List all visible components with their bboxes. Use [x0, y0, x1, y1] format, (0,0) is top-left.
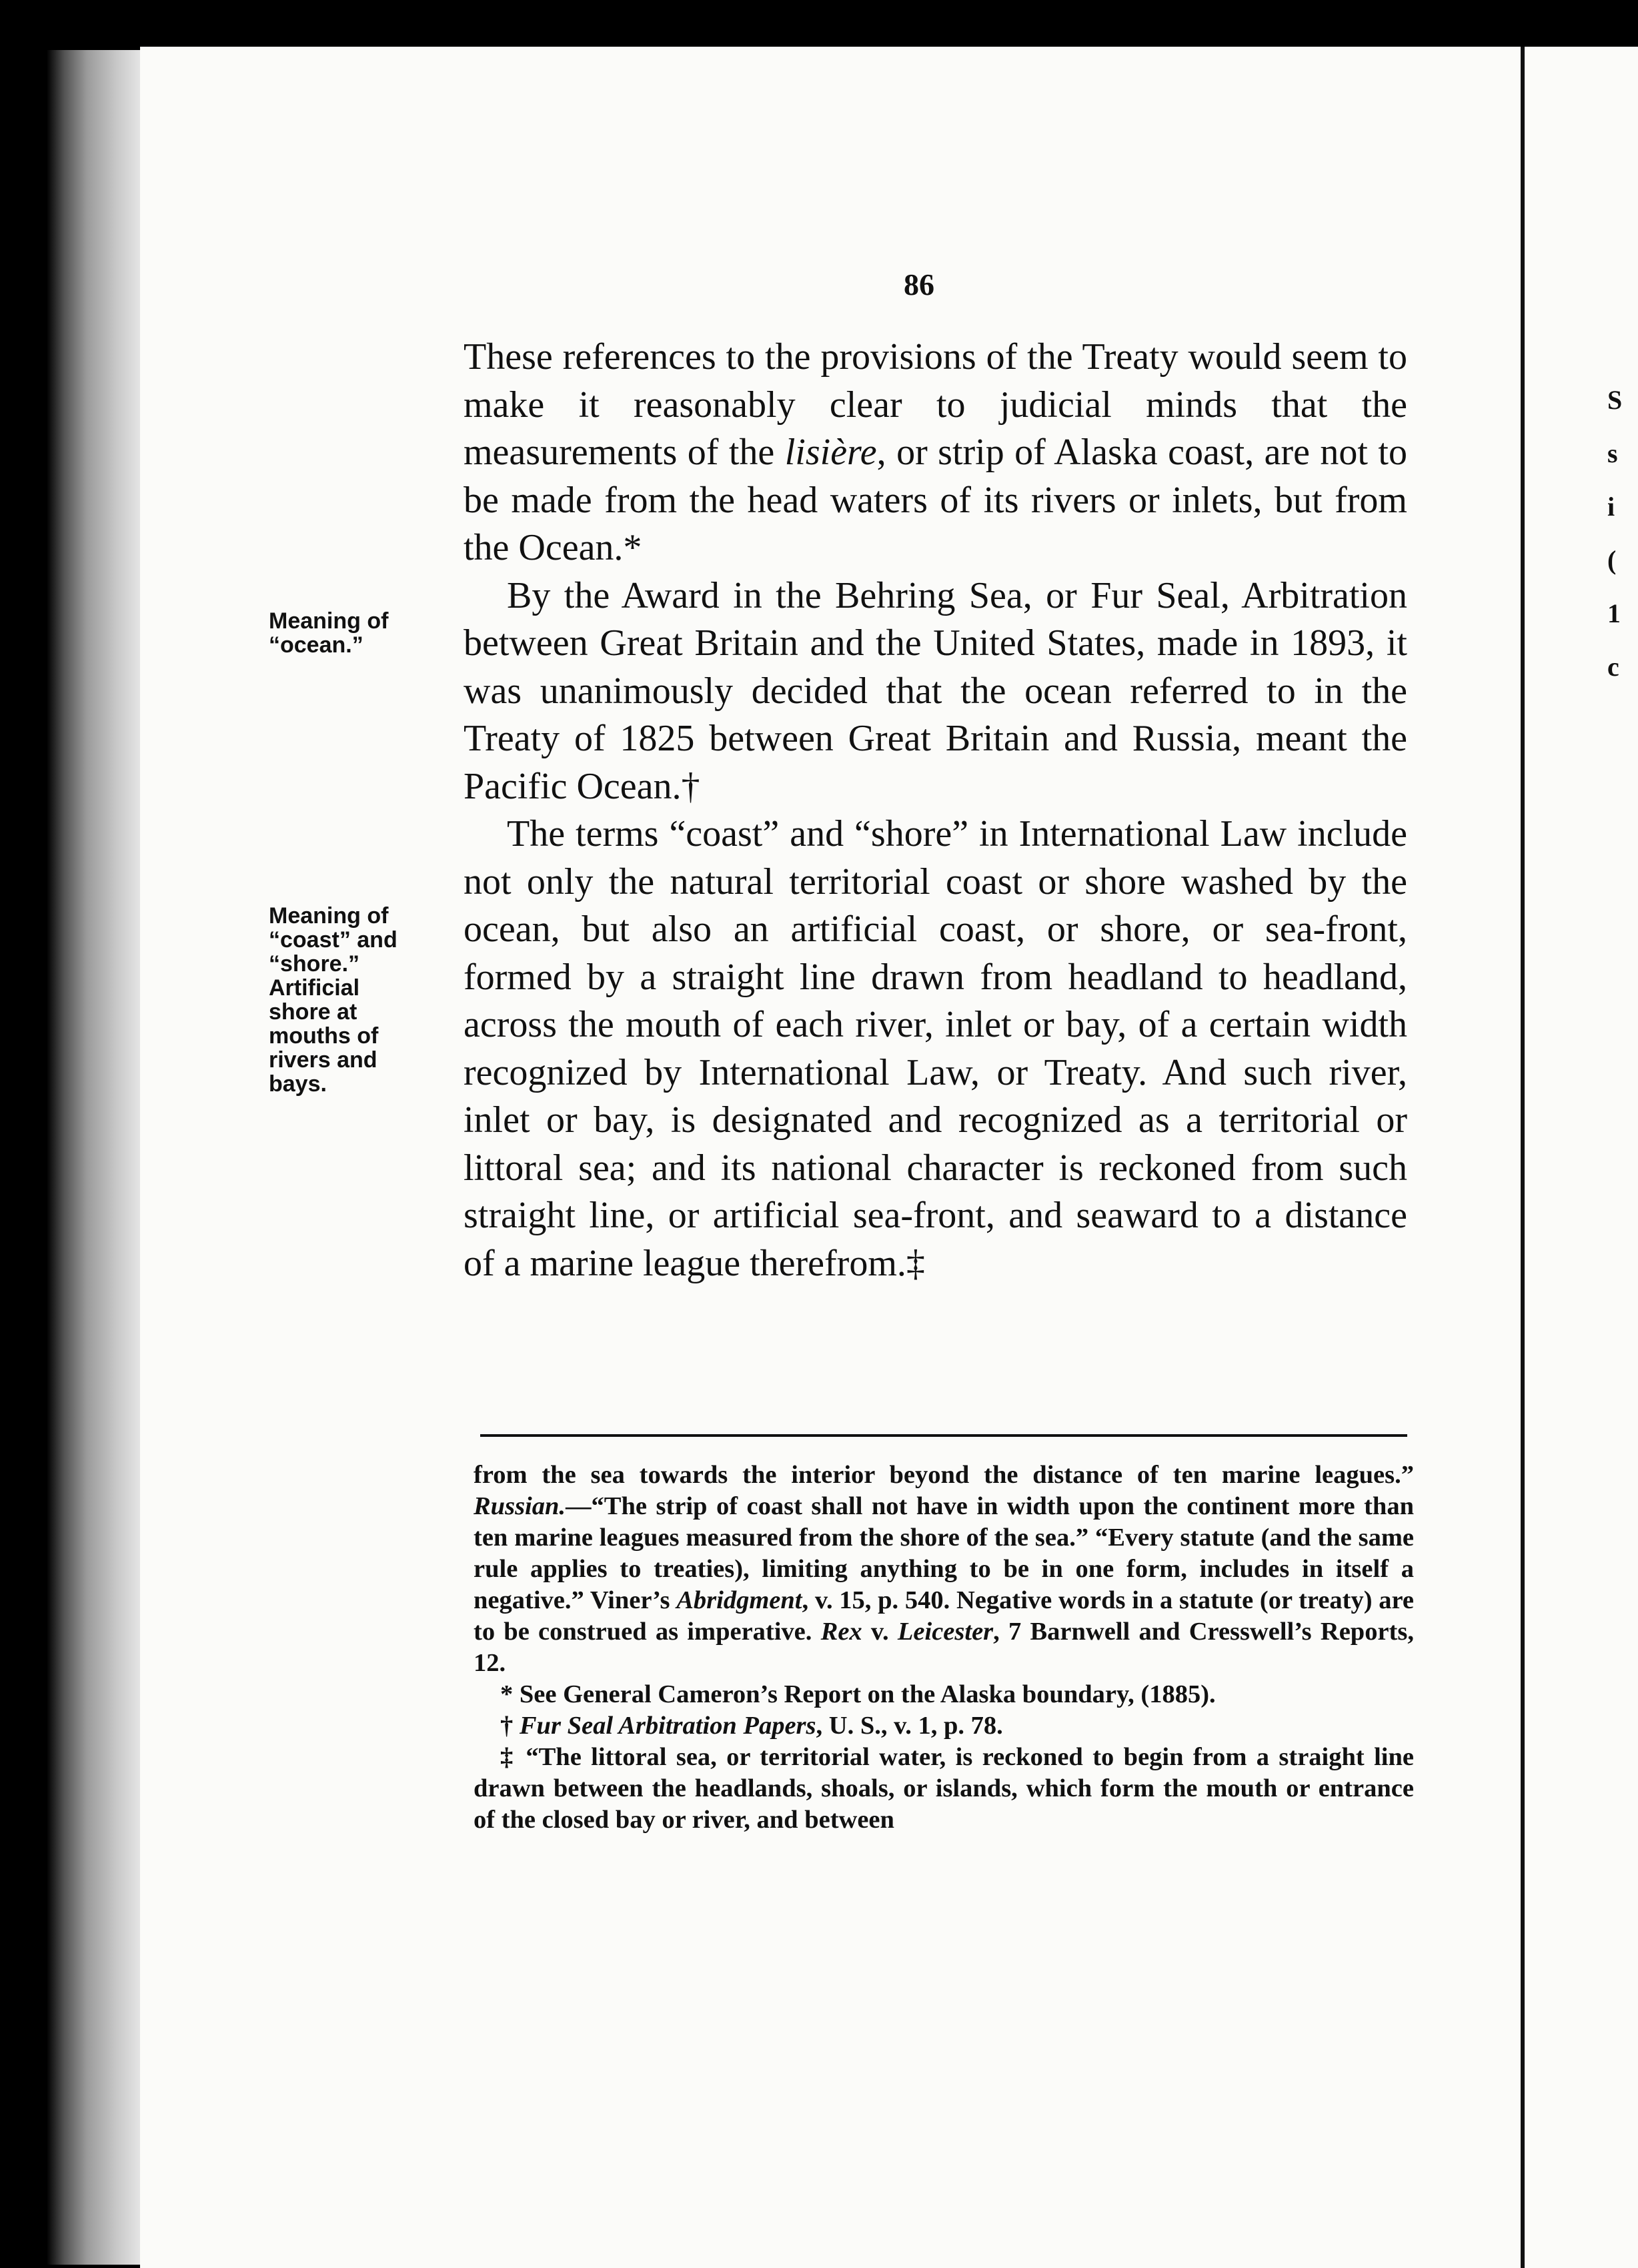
paragraph — [464, 810, 1407, 1287]
text-run: † — [500, 1712, 520, 1740]
margin-note-coast-shore: Meaning of “coast” and “shore.” Artificial shore at mouths of rivers and bays. — [269, 903, 397, 1097]
text-run: , v. 15, p. 540. Negative words in a statute (or treaty) are to be construed as imperative. — [474, 1586, 1415, 1646]
italic-run: Leicester — [897, 1618, 994, 1646]
text-run: ‡ “The littoral sea, or territorial water, is reckoned to begin from a straight line drawn between the headlands, shoals, or islands, which form the mouth or entrance of the closed bay or river, and between — [474, 1743, 1414, 1834]
footnote-dagger — [474, 1710, 1414, 1742]
facing-page-edge-text: S s i ( 1 c — [1607, 385, 1623, 682]
main-text — [464, 334, 1407, 1287]
italic-run: Russian. — [474, 1492, 566, 1520]
text-run: By the Award in the Behring Sea, or Fur Seal, Arbitration between Great Britain and the United States, made in 1893, it was unanimously decided that the ocean referred to in the Treaty of 1825 between Great Britain and Russia, meant the Pacific Ocean.† — [464, 574, 1407, 807]
book-gutter — [47, 50, 147, 2265]
text-run: , U. S., v. 1, p. 78. — [816, 1712, 1003, 1740]
text-run: The terms “coast” and “shore” in International Law include not only the natural territorial coast or shore washed by the ocean, but also an artificial coast, or shore, or sea-front, formed by a straight line drawn from headland to headland, across the mouth of each river, inlet or bay, of a certain width recognized by International Law, or Treaty. And such river, inlet or bay, is designated and recognized as a territorial or littoral sea; and its national character is reckoned from such straight line, or artificial sea-front, and seaward to a distance of a marine league therefrom.‡ — [464, 813, 1407, 1284]
footnote-divider — [480, 1434, 1407, 1437]
footnote-double-dagger — [474, 1742, 1414, 1836]
page-number: 86 — [904, 267, 934, 302]
text-run: from the sea towards the interior beyond the distance of ten marine leagues.” — [474, 1461, 1414, 1489]
italic-run: Fur Seal Arbitration Papers — [519, 1712, 816, 1740]
footnote-continuation — [474, 1460, 1414, 1679]
text-run: —“The strip of coast shall not have in width upon the continent more than ten marine leagues measured from the shore of the sea.” “Every statute (and the same rule applies to treaties), limiting anything to be in one form, includes in itself a negative.” Viner’s — [474, 1492, 1414, 1614]
text-run: , 7 Barnwell and Cresswell’s Reports, 12. — [474, 1618, 1414, 1677]
margin-note-ocean: Meaning of “ocean.” — [269, 608, 389, 658]
italic-run: lisière — [784, 432, 877, 473]
text-run: v. — [862, 1618, 898, 1646]
page-edge-shadow — [1521, 47, 1525, 2268]
paragraph — [464, 572, 1407, 811]
italic-run: Abridgment — [676, 1586, 802, 1614]
footnote-star — [474, 1679, 1414, 1710]
paragraph — [464, 334, 1407, 572]
text-run: , or strip of Alaska coast, are not to be made from the head waters of its rivers or inlets, but from the Ocean.* — [464, 432, 1407, 568]
italic-run: Rex — [820, 1618, 862, 1646]
text-run: * See General Cameron’s Report on the Alaska boundary, (1885). — [500, 1680, 1216, 1708]
footnotes — [474, 1460, 1414, 1836]
text-run: These references to the provisions of the Treaty would seem to make it reasonably clear to judicial minds that the measurements of the — [464, 336, 1407, 473]
